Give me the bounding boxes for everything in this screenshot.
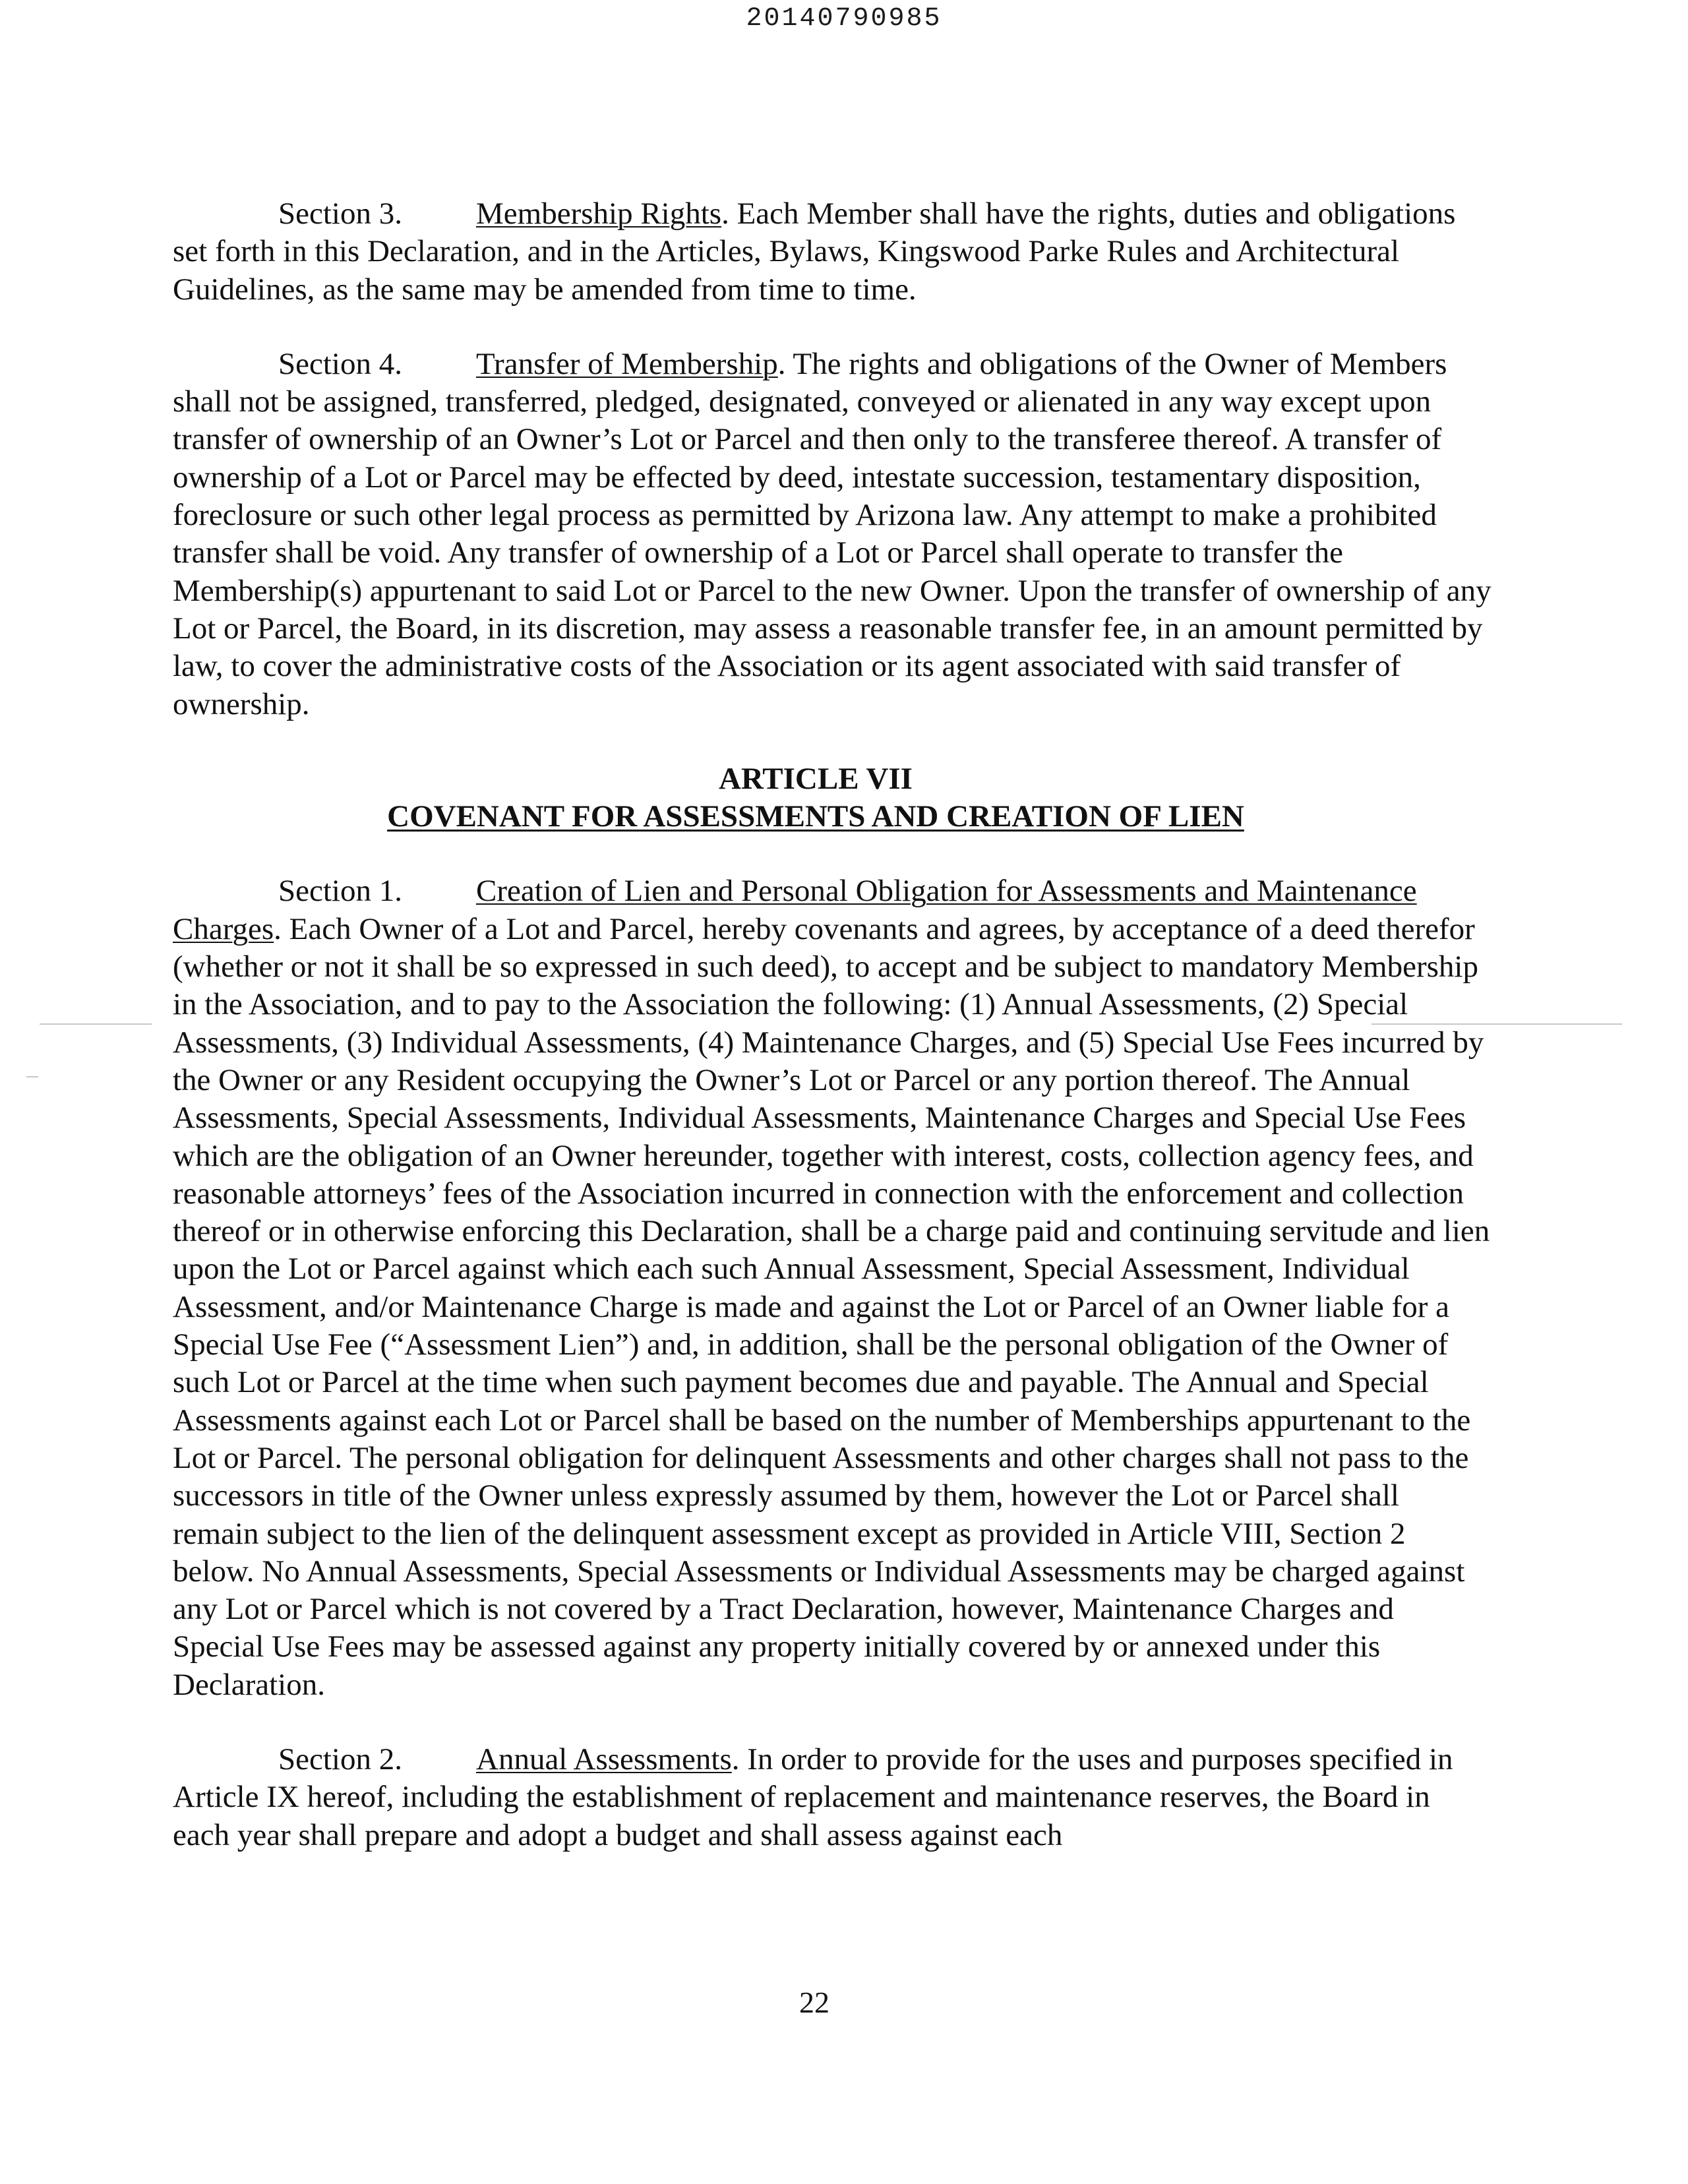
- article-number: ARTICLE VII: [719, 761, 913, 796]
- scan-artifact-right: [1372, 1023, 1622, 1025]
- section-4-paragraph: [173, 346, 1492, 723]
- section-4-label: Section 4.: [278, 346, 402, 381]
- article-heading: [173, 760, 1459, 836]
- page-number: 22: [799, 1986, 829, 2019]
- section-4-title: Transfer of Membership: [476, 346, 778, 381]
- article-section-1-label: Section 1.: [278, 874, 402, 909]
- section-3-label: Section 3.: [278, 197, 402, 231]
- article-section-2-title: Annual Assessments: [476, 1742, 732, 1776]
- document-number: 20140790985: [746, 4, 942, 34]
- section-3-text: . Each Member shall have the rights, duties and obligations set forth in this Declaration, and in the Articles, Bylaws, Kingswood Parke Rules and Architectural Guidelines, as the same may be amended from time to time.: [173, 197, 1456, 307]
- scan-artifact-margin: [26, 1076, 38, 1077]
- document-body: [173, 195, 1492, 1854]
- article-section-2-text: . In order to provide for the uses and purposes specified in Article IX hereof, including the establishment of replacement and maintenance reserves, the Board in each year shall prepare and adopt a budget and shall assess against each: [173, 1742, 1453, 1852]
- article-title: COVENANT FOR ASSESSMENTS AND CREATION OF LIEN: [387, 799, 1244, 834]
- article-section-1-text: . Each Owner of a Lot and Parcel, hereby covenants and agrees, by acceptance of a deed therefor (whether or not it shall be so expressed in such deed), to accept and be subject to mandatory Membership in the Association, and to pay to the Association the following: (1) Annual Assessments, (2) Special Assessments, (3) Individual Assessments, (4) Maintenance Charges, and (5) Special Use Fees incurred by the Owner or any Resident occupying the Owner’s Lot or Parcel or any portion thereof. The Annual Assessments, Special Assessments, Individual Assessments, Maintenance Charges and Special Use Fees which are the obligation of an Owner hereunder, together with interest, costs, collection agency fees, and reasonable attorneys’ fees of the Association incurred in connection with the enforcement and collection thereof or in otherwise enforcing this Declaration, shall be a charge paid and continuing servitude and lien upon the Lot or Parcel against which each such Annual Assessment, Special Assessment, Individual Assessment, and/or Maintenance Charge is made and against the Lot or Parcel of an Owner liable for a Special Use Fee (“Assessment Lien”) and, in addition, shall be the personal obligation of the Owner of such Lot or Parcel at the time when such payment becomes due and payable. The Annual and Special Assessments against each Lot or Parcel shall be based on the number of Memberships appurtenant to the Lot or Parcel. The personal obligation for delinquent Assessments and other charges shall not pass to the successors in title of the Owner unless expressly assumed by them, however the Lot or Parcel shall remain subject to the lien of the delinquent assessment except as provided in Article VIII, Section 2 below. No Annual Assessments, Special Assessments or Individual Assessments may be charged against any Lot or Parcel which is not covered by a Tract Declaration, however, Maintenance Charges and Special Use Fees may be assessed against any property initially covered by or annexed under this Declaration.: [173, 911, 1490, 1702]
- article-section-1-paragraph: [173, 872, 1492, 1704]
- section-3-title: Membership Rights: [476, 197, 722, 231]
- article-section-2-paragraph: [173, 1741, 1492, 1854]
- article-section-2-label: Section 2.: [278, 1742, 402, 1776]
- scan-artifact-left: [40, 1023, 152, 1025]
- section-3-paragraph: [173, 195, 1492, 309]
- article-section-1-title: Creation of Lien and Personal Obligation for Assessments and Maintenance Charges: [173, 874, 1417, 946]
- section-4-text: . The rights and obligations of the Owner of Members shall not be assigned, transferred, pledged, designated, conveyed or alienated in any way except upon transfer of ownership of an Owner’s Lot or Parcel and then only to the transferee thereof. A transfer of ownership of a Lot or Parcel may be effected by deed, intestate succession, testamentary disposition, foreclosure or such other legal process as permitted by Arizona law. Any attempt to make a prohibited transfer shall be void. Any transfer of ownership of a Lot or Parcel shall operate to transfer the Membership(s) appurtenant to said Lot or Parcel to the new Owner. Upon the transfer of ownership of any Lot or Parcel, the Board, in its discretion, may assess a reasonable transfer fee, in an amount permitted by law, to cover the administrative costs of the Association or its agent associated with said transfer of ownership.: [173, 346, 1492, 721]
